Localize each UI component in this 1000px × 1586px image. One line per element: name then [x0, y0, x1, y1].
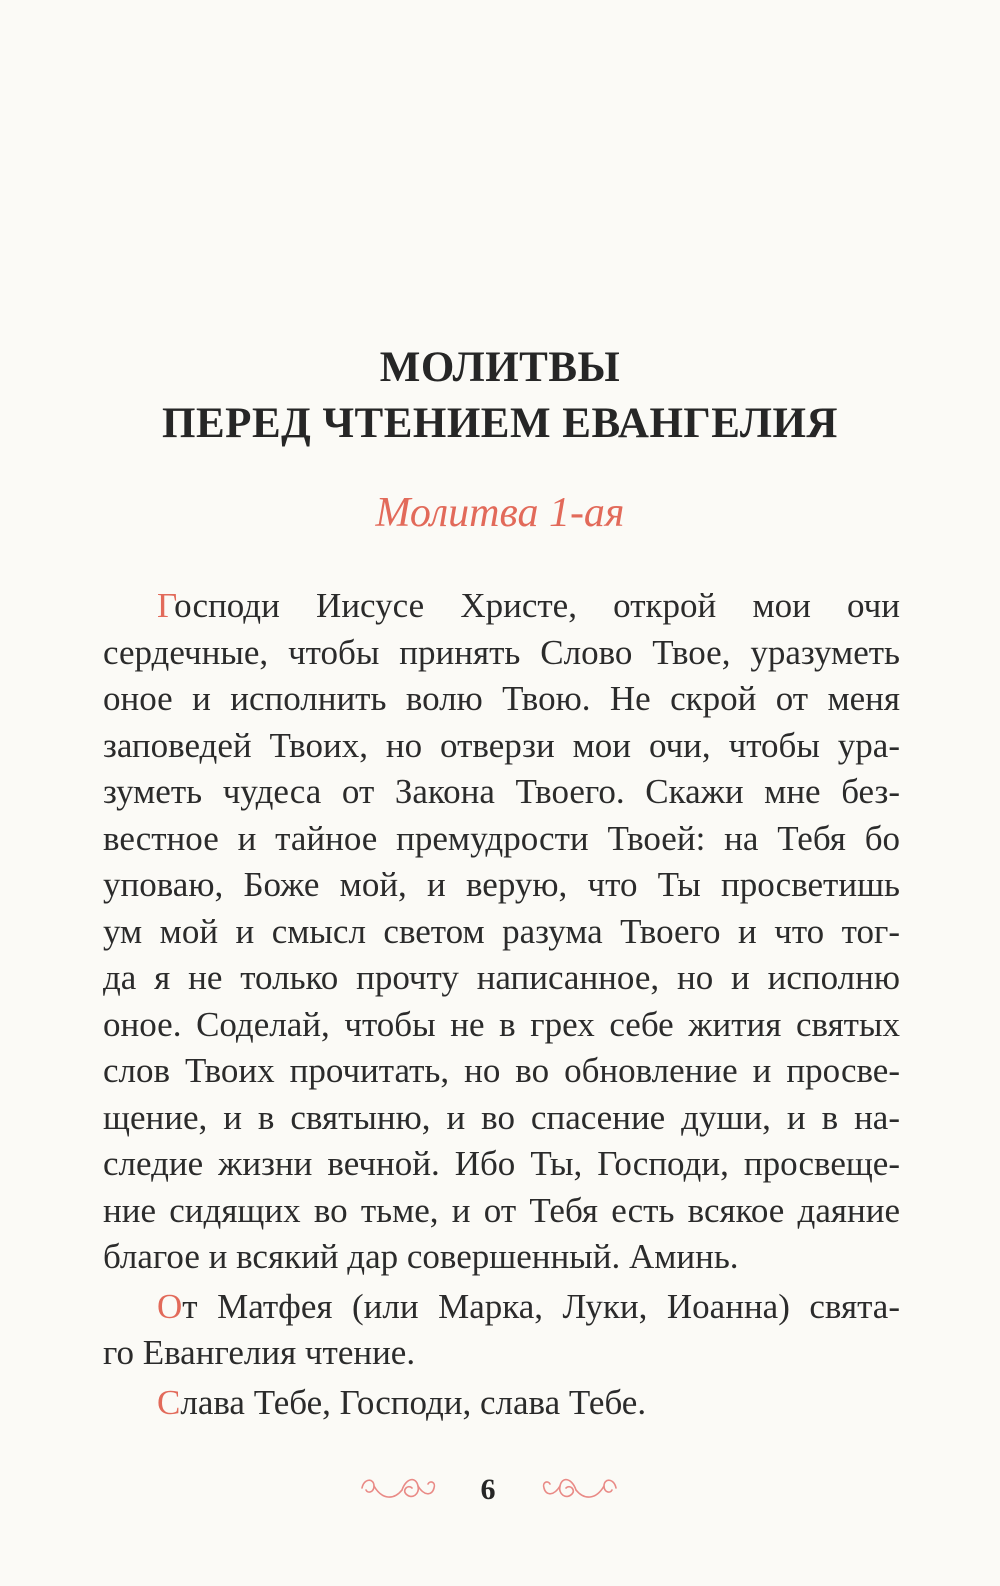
- prayer-subtitle: Молитва 1-ая: [375, 490, 625, 536]
- text-line: заповедей Твоих, но отверзи мои очи, чтобы ура-: [103, 725, 900, 765]
- drop-initial: О: [157, 1286, 183, 1326]
- flourish-tail: [544, 1482, 560, 1494]
- page-number: 6: [480, 1473, 496, 1506]
- text-line: слов Твоих прочитать, но во обновление и просве-: [103, 1051, 900, 1090]
- drop-initial: Г: [157, 586, 175, 625]
- reading-paragraph: [103, 1284, 900, 1377]
- flourish-curl: [362, 1480, 374, 1492]
- glory-paragraph: [103, 1380, 900, 1427]
- flourish-leaf: [402, 1480, 418, 1497]
- text-line: Господи Иисусе Христе, открой мои очи: [157, 586, 900, 625]
- title-line-1: МОЛИТВЫ: [379, 344, 621, 391]
- title-line-2: ПЕРЕД ЧТЕНИЕМ ЕВАНГЕЛИЯ: [162, 400, 838, 447]
- flourish-left-icon: [358, 1470, 438, 1510]
- text-line: щение, и в святыню, и во спасение души, и в на-: [103, 1097, 900, 1137]
- flourish-stem: [576, 1486, 604, 1497]
- text-line: Слава Тебе, Господи, слава Тебе.: [157, 1382, 647, 1422]
- text-line: сердечные, чтобы принять Слово Твое, уразуметь: [103, 632, 900, 672]
- text-line: оное и исполнить волю Твою. Не скрой от меня: [103, 679, 900, 718]
- text-line: го Евангелия чтение.: [103, 1333, 416, 1372]
- flourish-leaf: [560, 1480, 576, 1497]
- text-line: От Матфея (или Марка, Луки, Иоанна) свята-: [157, 1286, 900, 1326]
- text-line: да я не только прочту написанное, но и исполню: [103, 958, 900, 997]
- text-line: благое и всякий дар совершенный. Аминь.: [103, 1237, 739, 1276]
- flourish-right-icon: [540, 1470, 620, 1510]
- flourish-curl: [604, 1480, 616, 1492]
- text-line: следие жизни вечной. Ибо Ты, Господи, просвеще-: [103, 1144, 900, 1183]
- text-line: уповаю, Боже мой, и верую, что Ты просветишь: [103, 865, 900, 904]
- text-line: оное. Соделай, чтобы не в грех себе жития святых: [103, 1004, 900, 1044]
- drop-initial: С: [157, 1382, 181, 1422]
- prayer-paragraph: [103, 583, 900, 1281]
- text-line: ние сидящих во тьме, и от Тебя есть всякое даяние: [103, 1190, 900, 1230]
- flourish-stem: [374, 1486, 402, 1497]
- text-line: ум мой и смысл светом разума Твоего и что тог-: [103, 911, 900, 951]
- text-line: зуметь чудеса от Закона Твоего. Скажи мне без-: [103, 772, 900, 811]
- text-line: вестное и тайное премудрости Твоей: на Тебя бо: [103, 818, 900, 858]
- flourish-tail: [418, 1482, 434, 1494]
- page-title: [0, 340, 1000, 452]
- page-footer: [0, 1470, 1000, 1510]
- prayer-body: [103, 583, 900, 1426]
